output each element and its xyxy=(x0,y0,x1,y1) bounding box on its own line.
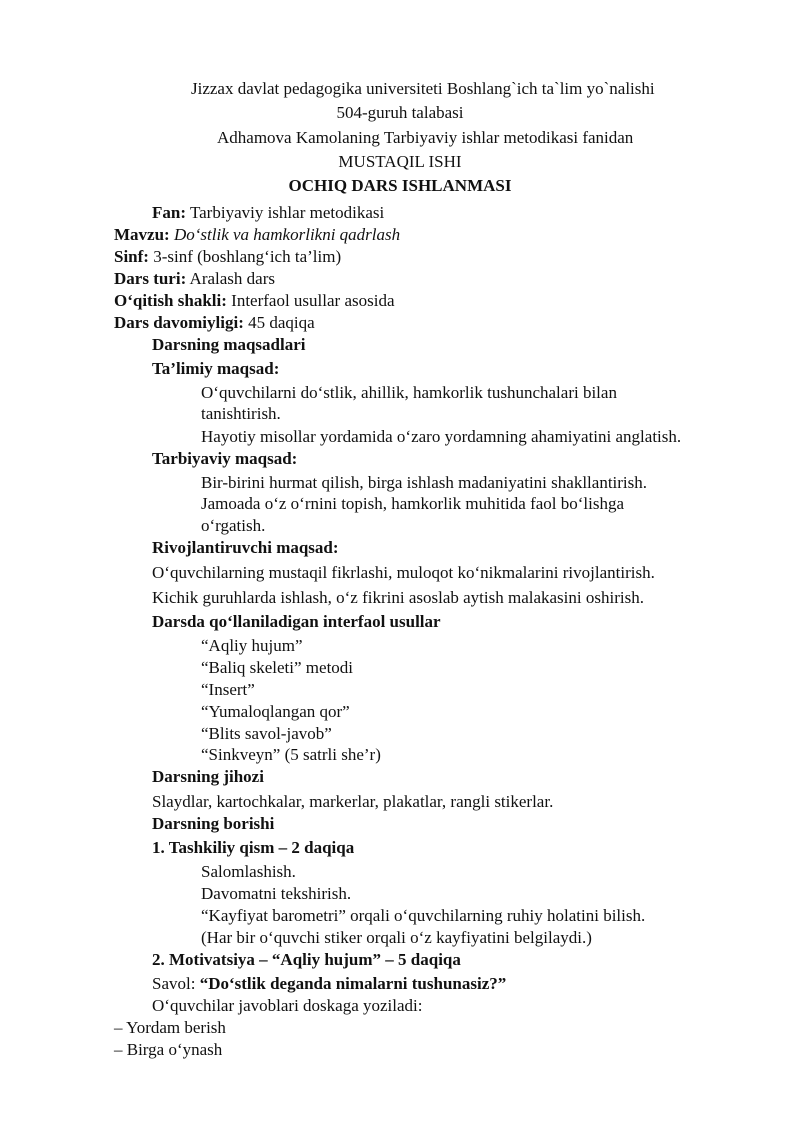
equipment-heading: Darsning jihozi xyxy=(152,767,264,786)
tarbiyaviy-label: Tarbiyaviy maqsad: xyxy=(152,449,298,468)
methods-heading: Darsda qo‘llaniladigan interfaol usullar xyxy=(152,612,441,631)
question-text: “Do‘stlik deganda nimalarni tushunasiz?” xyxy=(199,974,507,993)
davomiylik-label: Dars davomiyligi: xyxy=(114,313,244,332)
rivojlantiruvchi-line-1: O‘quvchilarning mustaqil fikrlashi, muloqot ko‘nikmalarini rivojlantirish. xyxy=(152,563,655,582)
step1-title: 1. Tashkiliy qism – 2 daqiqa xyxy=(152,838,355,857)
talimiy-line-1: O‘quvchilarni do‘stlik, ahillik, hamkorlik tushunchalari bilan xyxy=(201,383,617,402)
step2-title: 2. Motivatsiya – “Aqliy hujum” – 5 daqiqa xyxy=(152,950,461,969)
tarbiyaviy-line-2: Jamoada o‘z o‘rnini topish, hamkorlik muhitida faol bo‘lishga xyxy=(201,494,625,513)
rivojlantiruvchi-label: Rivojlantiruvchi maqsad: xyxy=(152,538,339,557)
equipment-text: Slaydlar, kartochkalar, markerlar, plakatlar, rangli stikerlar. xyxy=(152,792,554,811)
dars-turi-value: Aralash dars xyxy=(186,269,275,288)
talimiy-label: Ta’limiy maqsad: xyxy=(152,359,280,378)
question-label: Savol: xyxy=(152,974,200,993)
oqitish-label: O‘qitish shakli: xyxy=(114,291,227,310)
dars-turi-label: Dars turi: xyxy=(114,269,187,288)
rivojlantiruvchi-line-2: Kichik guruhlarda ishlash, o‘z fikrini asoslab aytish malakasini oshirish. xyxy=(152,588,644,607)
sinf-label: Sinf: xyxy=(114,247,149,266)
oqitish-line xyxy=(114,291,395,311)
mavzu-line xyxy=(114,225,400,245)
fan-value: Tarbiyaviy ishlar metodikasi xyxy=(186,203,385,222)
tarbiyaviy-line-3: o‘rgatish. xyxy=(201,516,266,535)
method-item: “Yumaloqlangan qor” xyxy=(201,702,350,721)
mavzu-value: Do‘stlik va hamkorlikni qadrlash xyxy=(173,225,401,244)
method-item: “Insert” xyxy=(201,680,255,699)
method-item: “Blits savol-javob” xyxy=(201,724,332,743)
dars-turi-line xyxy=(114,269,275,289)
davomiylik-value: 45 daqiqa xyxy=(243,313,315,332)
answer-item: – Yordam berish xyxy=(114,1018,226,1037)
process-heading: Darsning borishi xyxy=(152,814,275,833)
tarbiyaviy-line-1: Bir-birini hurmat qilish, birga ishlash madaniyatini shakllantirish. xyxy=(201,473,648,492)
step1-line: (Har bir o‘quvchi stiker orqali o‘z kayfiyatini belgilaydi.) xyxy=(201,928,592,947)
sinf-value: 3-sinf (boshlang‘ich ta’lim) xyxy=(148,247,342,266)
fan-label: Fan: xyxy=(152,203,186,222)
method-item: “Baliq skeleti” metodi xyxy=(201,658,354,677)
oqitish-value: Interfaol usullar asosida xyxy=(226,291,395,310)
talimiy-line-2: tanishtirish. xyxy=(201,404,281,423)
sinf-line xyxy=(114,247,341,267)
answers-intro: O‘quvchilar javoblari doskaga yoziladi: xyxy=(152,996,423,1015)
work-type: MUSTAQIL ISHI xyxy=(338,152,462,171)
step1-line: Salomlashish. xyxy=(201,862,296,881)
goals-heading: Darsning maqsadlari xyxy=(152,335,306,354)
step2-question-line xyxy=(152,974,506,994)
method-item: “Sinkveyn” (5 satrli she’r) xyxy=(201,745,381,764)
student-line: Adhamova Kamolaning Tarbiyaviy ishlar metodikasi fanidan xyxy=(217,128,634,147)
davomiylik-line xyxy=(114,313,315,333)
step1-line: Davomatni tekshirish. xyxy=(201,884,352,903)
answer-item: – Birga o‘ynash xyxy=(114,1040,223,1059)
talimiy-line-3: Hayotiy misollar yordamida o‘zaro yordamning ahamiyatini anglatish. xyxy=(201,427,682,446)
group-line: 504-guruh talabasi xyxy=(336,103,464,122)
method-item: “Aqliy hujum” xyxy=(201,636,303,655)
mavzu-label: Mavzu: xyxy=(114,225,170,244)
university-line: Jizzax davlat pedagogika universiteti Boshlang`ich ta`lim yo`nalishi xyxy=(191,79,655,98)
step1-line: “Kayfiyat barometri” orqali o‘quvchilarning ruhiy holatini bilish. xyxy=(201,906,646,925)
doc-title: OCHIQ DARS ISHLANMASI xyxy=(288,176,512,195)
fan-line xyxy=(152,203,384,223)
